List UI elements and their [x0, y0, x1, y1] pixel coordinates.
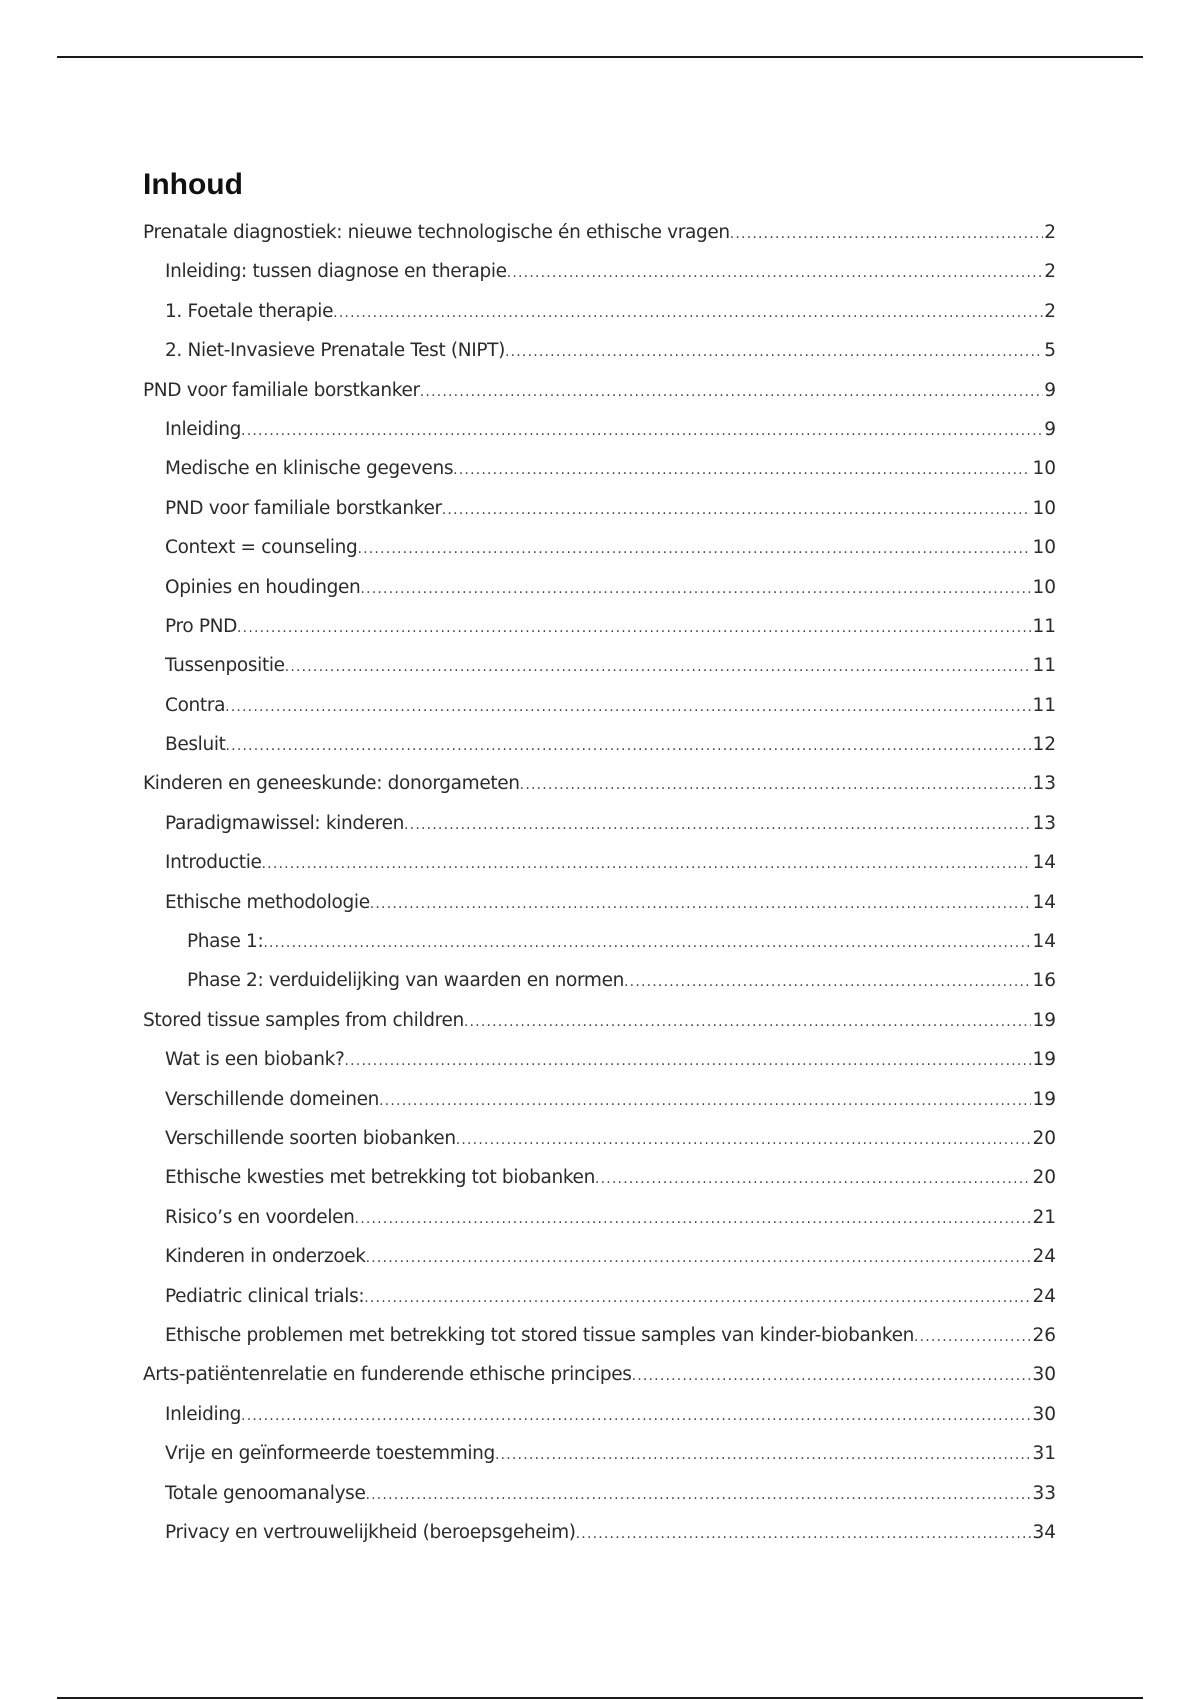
toc-entry-title: Ethische problemen met betrekking tot stored tissue samples van kinder-biobanken	[165, 1324, 914, 1346]
toc-entry-title: Besluit	[165, 734, 226, 756]
dot-leader	[285, 654, 1032, 680]
dot-leader	[226, 733, 1032, 759]
toc-entry-title: Kinderen in onderzoek	[165, 1246, 366, 1268]
footer-rule	[57, 1697, 1143, 1699]
toc-entry-page-number: 30	[1032, 1364, 1056, 1386]
dot-leader	[357, 536, 1031, 562]
header-rule	[57, 56, 1143, 58]
toc-entry-title: Introductie	[165, 852, 262, 874]
toc-entry[interactable]	[143, 496, 1056, 535]
toc-entry-page-number: 11	[1032, 655, 1056, 677]
toc-entry[interactable]	[143, 1165, 1056, 1204]
dot-leader	[507, 260, 1044, 286]
dot-leader	[453, 457, 1031, 483]
toc-entry-title: Medische en klinische gegevens	[165, 458, 454, 480]
toc-entry-title: Inleiding: tussen diagnose en therapie	[165, 261, 507, 283]
dot-leader	[456, 1127, 1032, 1153]
dot-leader	[624, 969, 1031, 995]
dot-leader	[420, 379, 1043, 405]
toc-entry[interactable]	[143, 1441, 1056, 1480]
dot-leader	[333, 300, 1043, 326]
toc-entry-page-number: 19	[1032, 1088, 1056, 1110]
toc-entry-page-number: 12	[1032, 734, 1056, 756]
toc-entry[interactable]	[143, 732, 1056, 771]
dot-leader	[505, 339, 1043, 365]
dot-leader	[632, 1363, 1032, 1389]
toc-entry[interactable]	[143, 535, 1056, 574]
toc-entry-page-number: 20	[1032, 1167, 1056, 1189]
dot-leader	[379, 1088, 1031, 1114]
toc-entry-page-number: 13	[1032, 773, 1056, 795]
dot-leader	[241, 1403, 1031, 1429]
toc-entry-title: Privacy en vertrouwelijkheid (beroepsgeheim)	[165, 1521, 576, 1543]
toc-entry-page-number: 26	[1032, 1324, 1056, 1346]
toc-entry-page-number: 5	[1044, 340, 1056, 362]
toc-entry-page-number: 9	[1044, 379, 1056, 401]
toc-entry[interactable]	[143, 614, 1056, 653]
dot-leader	[355, 1206, 1032, 1232]
dot-leader	[262, 851, 1032, 877]
toc-entry-title: Pro PND	[165, 615, 238, 637]
toc-entry-page-number: 16	[1032, 970, 1056, 992]
toc-entry-page-number: 11	[1032, 694, 1056, 716]
toc-entry-title: PND voor familiale borstkanker	[165, 497, 442, 519]
toc-entry-page-number: 2	[1044, 222, 1056, 243]
toc-entry[interactable]	[143, 1481, 1056, 1520]
toc-entry-page-number: 33	[1032, 1482, 1056, 1504]
dot-leader	[241, 418, 1043, 444]
toc-entry-title: Wat is een biobank?	[165, 1049, 345, 1071]
dot-leader	[364, 1285, 1031, 1311]
toc-entry-title: Stored tissue samples from children	[143, 1009, 464, 1031]
toc-entry[interactable]	[143, 1520, 1056, 1559]
toc-entry[interactable]	[143, 1205, 1056, 1244]
toc-entry[interactable]	[143, 417, 1056, 456]
toc-entry-title: PND voor familiale borstkanker	[143, 379, 420, 401]
dot-leader	[730, 221, 1043, 247]
toc-entry-page-number: 24	[1032, 1285, 1056, 1307]
dot-leader	[404, 812, 1031, 838]
toc-entry-page-number: 10	[1032, 458, 1056, 480]
toc-entry-page-number: 31	[1032, 1443, 1056, 1465]
toc-entry[interactable]	[143, 575, 1056, 614]
dot-leader	[345, 1048, 1032, 1074]
toc-entry-page-number: 10	[1032, 497, 1056, 519]
toc-entry-title: Opinies en houdingen	[165, 576, 361, 598]
toc-entry-title: Pediatric clinical trials:	[165, 1285, 365, 1307]
toc-entry-title: Ethische kwesties met betrekking tot biobanken	[165, 1167, 595, 1189]
toc-entry[interactable]	[143, 259, 1056, 298]
toc-entry-page-number: 20	[1032, 1127, 1056, 1149]
toc-entry-title: Vrije en geïnformeerde toestemming	[165, 1443, 495, 1465]
dot-leader	[366, 1245, 1032, 1271]
toc-entry[interactable]	[143, 850, 1056, 889]
toc-entry-title: Context = counseling	[165, 537, 358, 559]
toc-entry-title: Risico’s en voordelen	[165, 1206, 355, 1228]
toc-entry[interactable]	[143, 1362, 1056, 1401]
toc-entry-title: 1. Foetale therapie	[165, 300, 334, 322]
dot-leader	[914, 1324, 1031, 1350]
toc-entry[interactable]	[143, 378, 1056, 417]
toc-entry-title: Totale genoomanalyse	[165, 1482, 366, 1504]
toc-entry-title: Inleiding	[165, 418, 242, 440]
toc-entry[interactable]	[143, 653, 1056, 692]
toc-entry-page-number: 34	[1032, 1521, 1056, 1543]
toc-entry-page-number: 30	[1032, 1403, 1056, 1425]
toc-entry-title: Verschillende soorten biobanken	[165, 1127, 456, 1149]
toc-entry[interactable]	[143, 890, 1056, 929]
toc-entry[interactable]	[143, 299, 1056, 338]
toc-entry[interactable]	[143, 220, 1056, 259]
toc-entry-page-number: 10	[1032, 576, 1056, 598]
toc-entry-title: Inleiding	[165, 1403, 242, 1425]
toc-entry[interactable]	[143, 693, 1056, 732]
toc-entry[interactable]	[143, 1323, 1056, 1362]
toc-entry-title: Tussenpositie	[165, 655, 285, 677]
toc-entry-title: Ethische methodologie	[165, 891, 370, 913]
toc-entry-page-number: 14	[1032, 852, 1056, 874]
toc-entry-page-number: 2	[1044, 261, 1056, 283]
dot-leader	[495, 1442, 1032, 1468]
toc-entry[interactable]	[143, 1126, 1056, 1165]
toc-entry[interactable]	[143, 338, 1056, 377]
toc-entry-page-number: 11	[1032, 615, 1056, 637]
toc-entry-page-number: 9	[1044, 418, 1056, 440]
toc-entry-page-number: 10	[1032, 537, 1056, 559]
toc-entry-page-number: 14	[1032, 891, 1056, 913]
toc-entry[interactable]	[143, 968, 1056, 1007]
toc-entry-title: Verschillende domeinen	[165, 1088, 380, 1110]
dot-leader	[365, 1482, 1031, 1508]
toc-entry-title: 2. Niet-Invasieve Prenatale Test (NIPT)	[165, 340, 505, 362]
dot-leader	[520, 772, 1032, 798]
toc-entry[interactable]	[143, 1284, 1056, 1323]
toc-entry[interactable]	[143, 811, 1056, 850]
dot-leader	[237, 615, 1031, 641]
toc-entry-title: Paradigmawissel: kinderen	[165, 812, 405, 834]
toc-entry-title: Kinderen en geneeskunde: donorgameten	[143, 773, 520, 795]
toc-entry[interactable]	[143, 1008, 1056, 1047]
toc-entry[interactable]	[143, 1047, 1056, 1086]
toc-entry[interactable]	[143, 456, 1056, 495]
toc-entry-title: Contra	[165, 694, 226, 716]
toc-entry[interactable]	[143, 1402, 1056, 1441]
toc-entry[interactable]	[143, 771, 1056, 810]
toc-entry-page-number: 19	[1032, 1009, 1056, 1031]
toc-entry-page-number: 2	[1044, 300, 1056, 322]
toc-entry-title: Phase 2: verduidelijking van waarden en normen	[187, 970, 625, 992]
toc-entry[interactable]	[143, 929, 1056, 968]
toc-entry[interactable]	[143, 1087, 1056, 1126]
toc-entry-page-number: 21	[1032, 1206, 1056, 1228]
toc-entry-page-number: 19	[1032, 1049, 1056, 1071]
dot-leader	[595, 1166, 1032, 1192]
dot-leader	[576, 1521, 1032, 1547]
dot-leader	[464, 1009, 1032, 1035]
table-of-contents	[143, 220, 1056, 1559]
toc-entry-page-number: 13	[1032, 812, 1056, 834]
toc-entry[interactable]	[143, 1244, 1056, 1283]
dot-leader	[225, 694, 1031, 720]
toc-entry-title: Arts-patiëntenrelatie en funderende ethische principes	[143, 1364, 632, 1386]
toc-entry-page-number: 24	[1032, 1246, 1056, 1268]
toc-entry-title: Prenatale diagnostiek: nieuwe technologische én ethische vragen	[143, 222, 730, 243]
toc-entry-page-number: 14	[1032, 931, 1056, 953]
toc-heading: Inhoud	[143, 168, 243, 201]
dot-leader	[442, 497, 1032, 523]
dot-leader	[360, 576, 1031, 602]
dot-leader	[370, 891, 1032, 917]
toc-entry-title: Phase 1:	[187, 931, 264, 953]
dot-leader	[263, 930, 1031, 956]
